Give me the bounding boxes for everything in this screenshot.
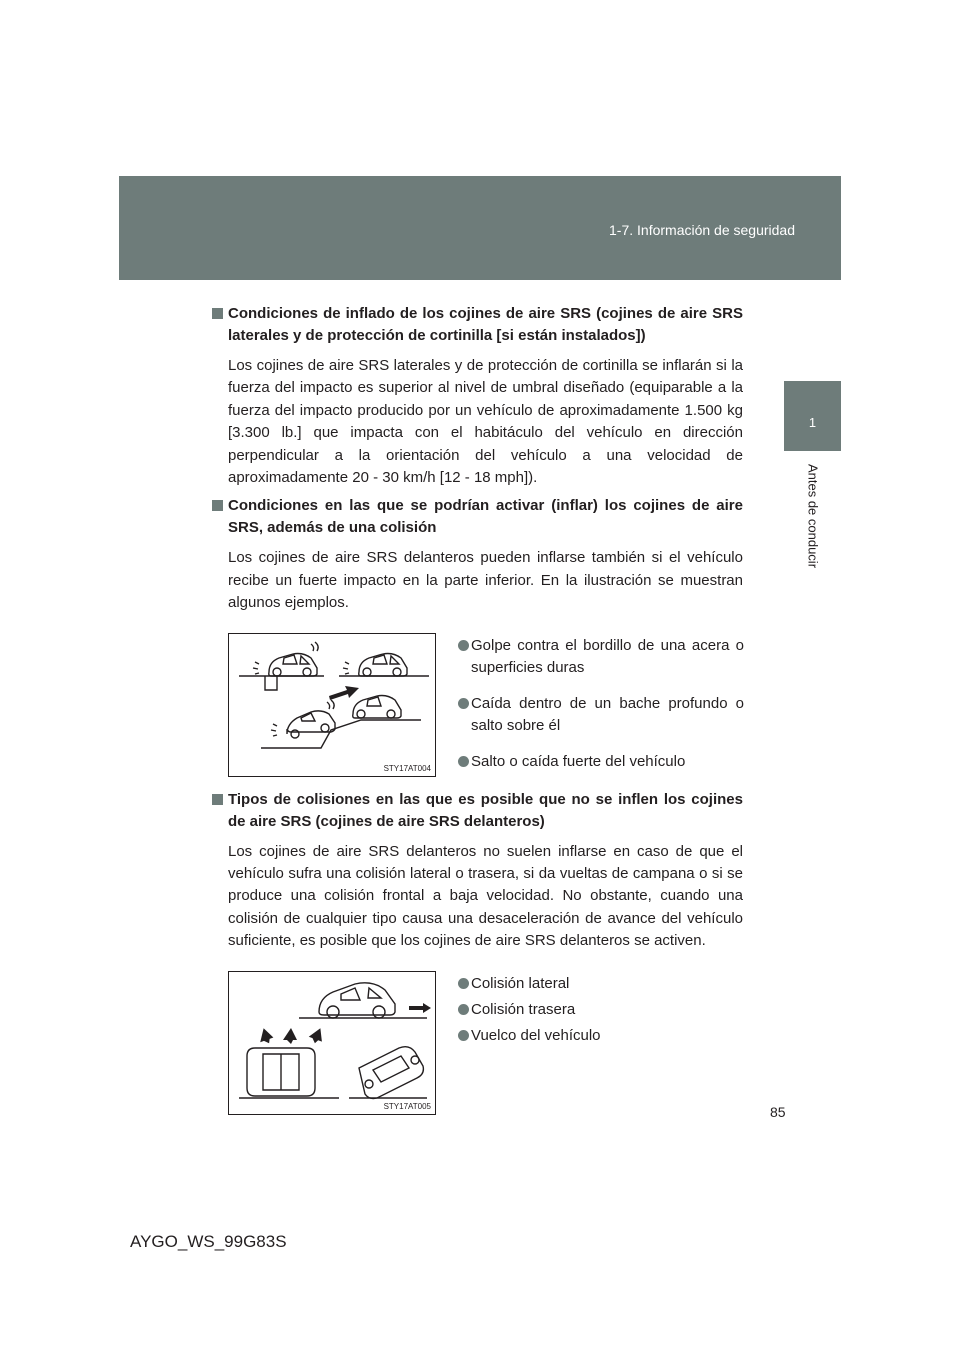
list-item-text: Salto o caída fuerte del vehículo xyxy=(471,752,686,770)
page-number: 85 xyxy=(770,1104,786,1120)
round-bullet-icon xyxy=(458,756,469,767)
section-header-bar xyxy=(119,176,841,280)
illustration-collision-types xyxy=(228,971,436,1115)
chapter-label: Antes de conducir xyxy=(805,463,820,569)
list-item xyxy=(460,1025,744,1047)
list-item-text: Colisión lateral xyxy=(471,974,570,992)
bullet-list-1 xyxy=(460,635,744,787)
round-bullet-icon xyxy=(458,1004,469,1015)
bullet-list-2 xyxy=(460,973,744,1051)
collision-types-illustration xyxy=(229,972,435,1114)
square-bullet-icon xyxy=(212,794,223,805)
list-item xyxy=(460,973,744,995)
figure-row-1 xyxy=(212,633,743,779)
list-item-text: Vuelco del vehículo xyxy=(471,1026,601,1044)
section-heading-1 xyxy=(212,303,743,347)
list-item xyxy=(460,999,744,1021)
section-body-1: Los cojines de aire SRS laterales y de protección de cortinilla se inflarán si la fuerza del impacto es superior al nivel de umbral diseñado (equiparable a la fuerza del impacto producido por un vehículo de aproximadamente 1.500 kg [3.300 lb.] que impacta con el habitáculo del vehículo en dirección perpendicular a la orientación del vehículo a una velocidad de aproximadamente 20 - 30 km/h [12 - 18 mph]). xyxy=(228,357,743,487)
footer-code: AYGO_WS_99G83S xyxy=(130,1232,287,1251)
section-heading-text: Condiciones en las que se podrían activar (inflar) los cojines de aire SRS, además de una colisión xyxy=(228,497,743,537)
figure-row-2 xyxy=(212,971,743,1117)
square-bullet-icon xyxy=(212,500,223,511)
chapter-tab xyxy=(784,381,841,451)
list-item-text: Colisión trasera xyxy=(471,1000,576,1018)
round-bullet-icon xyxy=(458,640,469,651)
section-body-2: Los cojines de aire SRS delanteros pueden inflarse también si el vehículo recibe un fuerte impacto en la parte inferior. En la ilustración se muestran algunos ejemplos. xyxy=(228,549,743,612)
list-item-text: Caída dentro de un bache profundo o salto sobre él xyxy=(471,694,744,734)
figure-code: STY17AT005 xyxy=(383,1101,431,1111)
figure-code: STY17AT004 xyxy=(383,763,431,773)
square-bullet-icon xyxy=(212,308,223,319)
list-item xyxy=(460,693,744,737)
section-heading-2 xyxy=(212,495,743,539)
list-item xyxy=(460,635,744,679)
chapter-number: 1 xyxy=(808,415,817,430)
section-heading-3 xyxy=(212,789,743,833)
section-heading-text: Tipos de colisiones en las que es posible que no se inflen los cojines de aire SRS (cojines de aire SRS delanteros) xyxy=(228,790,743,830)
illustration-impact-under-vehicle xyxy=(228,633,436,777)
round-bullet-icon xyxy=(458,698,469,709)
page-content xyxy=(212,303,743,1117)
round-bullet-icon xyxy=(458,1030,469,1041)
section-heading-text: Condiciones de inflado de los cojines de aire SRS (cojines de aire SRS laterales y de protección de cortinilla [si están instalados]) xyxy=(228,305,743,344)
chapter-label-container xyxy=(784,451,841,581)
list-item xyxy=(460,751,744,773)
section-title: 1-7. Información de seguridad xyxy=(609,222,795,238)
list-item-text: Golpe contra el bordillo de una acera o superficies duras xyxy=(471,636,744,676)
round-bullet-icon xyxy=(458,978,469,989)
car-impact-illustration xyxy=(229,634,435,776)
section-body-3: Los cojines de aire SRS delanteros no suelen inflarse en caso de que el vehículo sufra una colisión lateral o trasera, si da vueltas de campana o si se produce una colisión frontal a baja velocidad. No obstante, cuando una colisión de cualquier tipo causa una desaceleración de avance del vehículo suficiente, es posible que los cojines de aire SRS delanteros se activen. xyxy=(228,842,743,950)
